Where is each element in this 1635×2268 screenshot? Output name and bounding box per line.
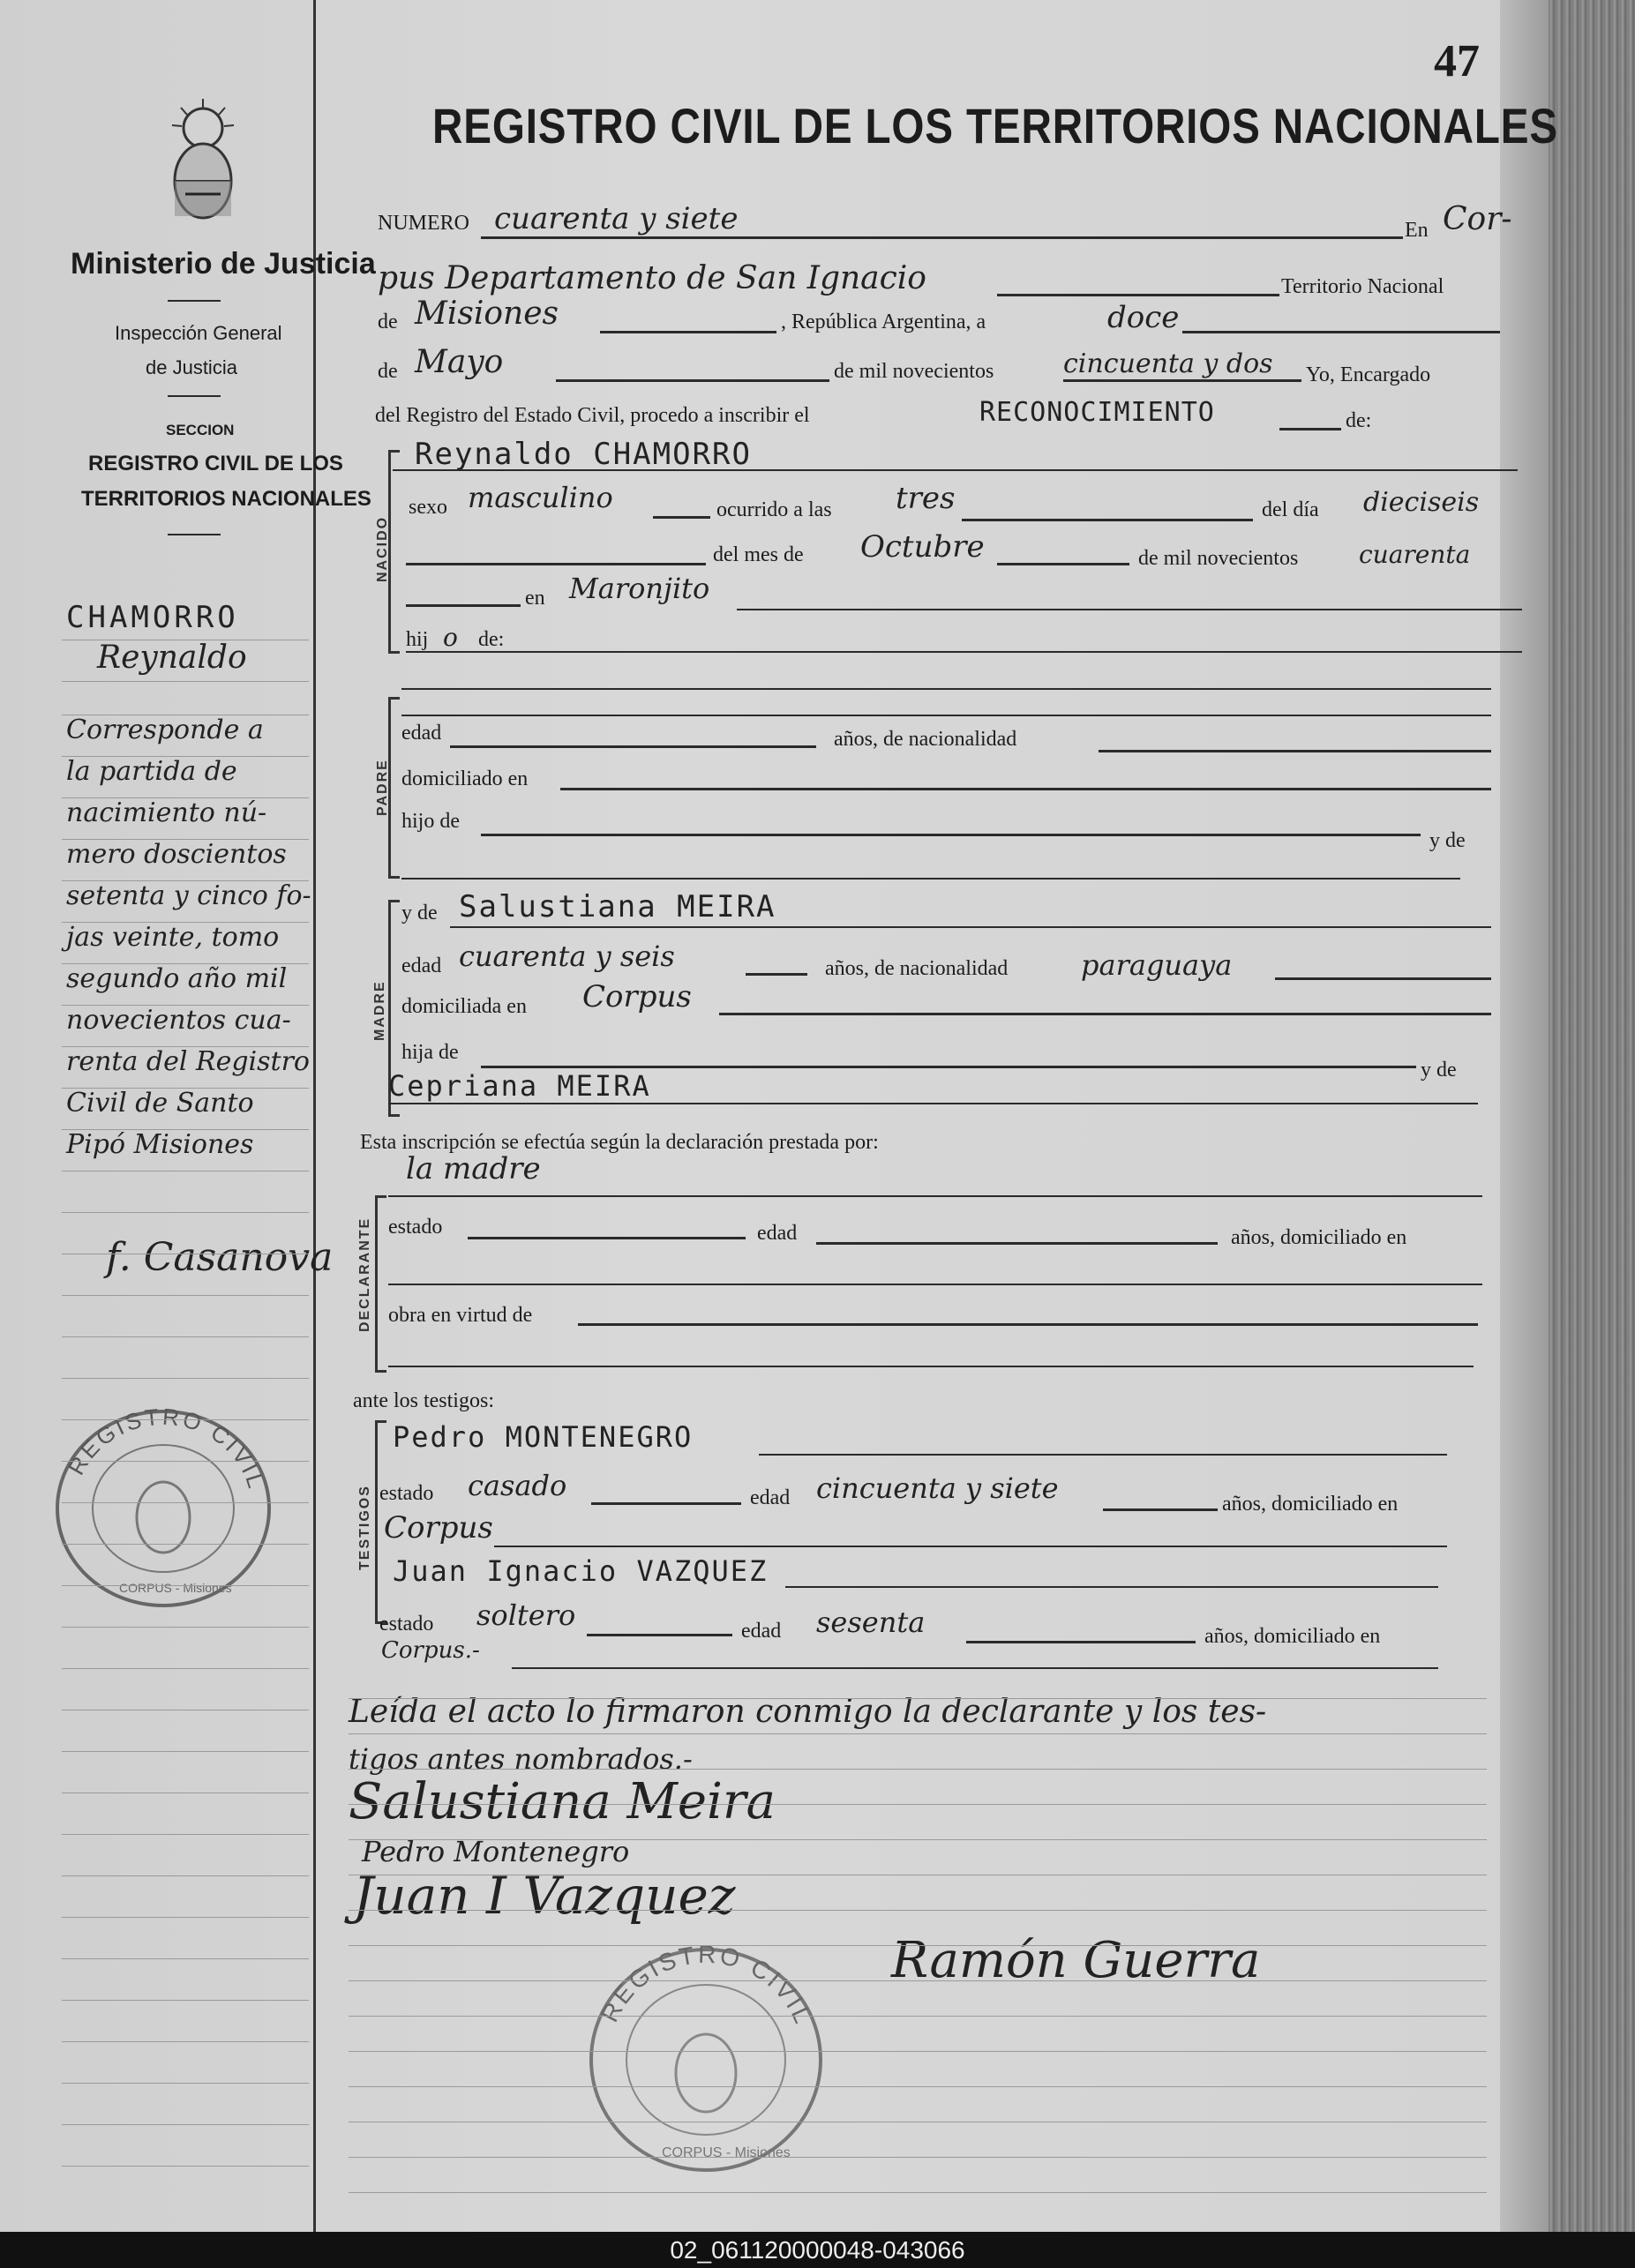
sexo-label: sexo <box>409 496 447 519</box>
testigo1-estado: casado <box>468 1469 567 1502</box>
deldia-label: del día <box>1262 498 1319 521</box>
lugar-value: Maronjito <box>569 572 710 605</box>
signature-testigo2: Juan I Vazquez <box>353 1866 736 1926</box>
testigo2-nombre: Juan Ignacio VAZQUEZ <box>393 1554 769 1588</box>
testigo1-anos-label: años, domiciliado en <box>1222 1493 1399 1516</box>
madre-section-label: MADRE <box>372 980 387 1041</box>
page-title: REGISTRO CIVIL DE LOS TERRITORIOS NACIONALES <box>432 98 1559 153</box>
svg-text:REGISTRO CIVIL <box>63 1403 270 1493</box>
testigo2-edad: sesenta <box>816 1606 926 1639</box>
margin-note-line: novecientos cua- <box>66 1005 291 1036</box>
margin-note-line: segundo año mil <box>66 963 288 994</box>
ocurrido-label: ocurrido a las <box>716 498 832 521</box>
testigo2-edad-label: edad <box>741 1620 782 1643</box>
margin-note-line: Pipó Misiones <box>66 1129 254 1160</box>
numero-value: cuarenta y siete <box>494 201 739 236</box>
abuela-value: Cepriana MEIRA <box>388 1069 651 1103</box>
testigo1-edad: cincuenta y siete <box>816 1471 1059 1505</box>
madre-yde-label: y de <box>401 902 438 924</box>
mil-label: de mil novecientos <box>834 360 994 383</box>
declarante-edad-label: edad <box>757 1222 798 1245</box>
ministry-label: Ministerio de Justicia <box>71 247 376 281</box>
delmes-label: del mes de <box>713 543 804 566</box>
hijo-label: hij <box>406 628 429 651</box>
declarante-estado-label: estado <box>388 1216 443 1239</box>
stamp2-bottom-text: CORPUS - Misiones <box>662 2145 791 2160</box>
nombre-value: Reynaldo CHAMORRO <box>415 437 752 472</box>
de-label: de <box>378 311 398 333</box>
page-stack-edge <box>1500 0 1551 2232</box>
territorio-value: Misiones <box>415 296 559 332</box>
stamp-bottom-text: CORPUS - Misiones <box>119 1581 232 1595</box>
localidad-value: pus Departamento de San Ignacio <box>378 260 926 296</box>
signature-testigo1: Pedro Montenegro <box>362 1835 630 1868</box>
nacido-section-label: NACIDO <box>375 515 390 582</box>
declaracion-label: Esta inscripción se efectúa según la declaración prestada por: <box>360 1131 879 1154</box>
madre-edad-label: edad <box>401 954 442 977</box>
de3-label: de: <box>1346 409 1372 432</box>
page-number: 47 <box>1434 36 1480 86</box>
registry-label-1: REGISTRO CIVIL DE LOS <box>88 452 343 475</box>
dia-nac-value: dieciseis <box>1363 487 1480 518</box>
divider <box>168 300 221 302</box>
madre-anos-label: años, de nacionalidad <box>825 957 1009 980</box>
margin-note-line: renta del Registro <box>66 1046 310 1077</box>
signature-encargado: Ramón Guerra <box>891 1932 1261 1989</box>
margin-note-line: setenta y cinco fo- <box>66 880 311 911</box>
section-label: SECCION <box>166 422 235 438</box>
inspection-label-1: Inspección General <box>115 322 282 344</box>
madre-hija-label: hija de <box>401 1041 459 1064</box>
dia-value: doce <box>1107 300 1180 335</box>
de2-label: de <box>378 360 398 383</box>
registro-label: del Registro del Estado Civil, procedo a inscribir el <box>375 404 810 427</box>
registry-stamp-icon <box>49 1403 278 1614</box>
madre-domicilio-value: Corpus <box>582 979 692 1014</box>
margin-note-line: Corresponde a <box>66 715 264 745</box>
margin-note-line: mero doscientos <box>66 839 287 870</box>
padre-hijo-label: hijo de <box>401 810 460 833</box>
margin-note-line: Civil de Santo <box>66 1088 254 1119</box>
testigos-label: ante los testigos: <box>353 1389 494 1412</box>
hijo-de-label: de: <box>478 628 505 651</box>
testigo2-anos-label: años, domiciliado en <box>1204 1625 1381 1648</box>
margin-note-line: jas veinte, tomo <box>66 922 280 953</box>
madre-yde2-label: y de <box>1421 1059 1457 1082</box>
numero-label: NUMERO <box>378 212 470 235</box>
declarante-section-label: DECLARANTE <box>357 1216 372 1332</box>
margin-firstname: Reynaldo <box>97 640 247 676</box>
testigo1-nombre: Pedro MONTENEGRO <box>393 1420 694 1454</box>
mes-nac-value: Octubre <box>860 529 985 565</box>
stamp2-top-text: REGISTRO CIVIL <box>596 1941 818 2030</box>
mil-nac-label: de mil novecientos <box>1138 547 1299 570</box>
testigo2-dom: Corpus.- <box>381 1637 480 1664</box>
padre-anos-label: años, de nacionalidad <box>834 728 1017 751</box>
padre-section-label: PADRE <box>375 759 390 816</box>
testigo2-estado-label: estado <box>379 1613 434 1636</box>
padre-edad-label: edad <box>401 722 442 745</box>
testigo1-dom: Corpus <box>384 1510 493 1546</box>
margin-signature: f. Casanova <box>106 1235 334 1280</box>
anio-value: cincuenta y dos <box>1063 348 1273 379</box>
en-label: En <box>1405 219 1429 242</box>
leida-line-1: Leída el acto lo firmaron conmigo la declarante y los tes- <box>349 1694 1267 1730</box>
sexo-value: masculino <box>468 481 613 514</box>
margin-note-line: nacimiento nú- <box>66 797 267 828</box>
madre-domicilio-label: domiciliada en <box>401 995 527 1018</box>
margin-note-line: la partida de <box>66 756 237 787</box>
declaracion-value: la madre <box>406 1151 541 1186</box>
declarante-obra-label: obra en virtud de <box>388 1304 533 1327</box>
territorio-label: Territorio Nacional <box>1281 275 1444 298</box>
en-nac-label: en <box>525 587 545 610</box>
republica-label: , República Argentina, a <box>781 311 986 333</box>
hijo-value: o <box>443 623 458 652</box>
margin-surname: CHAMORRO <box>66 600 239 635</box>
stamp-top-text: REGISTRO CIVIL <box>62 1403 271 1493</box>
divider <box>168 395 221 397</box>
padre-domicilio-label: domiciliado en <box>401 767 529 790</box>
coat-of-arms-icon <box>159 97 247 229</box>
yo-label: Yo, Encargado <box>1306 363 1431 386</box>
hora-value: tres <box>896 481 956 516</box>
madre-nombre-value: Salustiana MEIRA <box>459 889 776 924</box>
acto-value: RECONOCIMIENTO <box>979 397 1215 428</box>
en-value: Cor- <box>1443 201 1512 237</box>
anio-nac-value: cuarenta <box>1359 540 1471 569</box>
leida-line-2: tigos antes nombrados.- <box>349 1742 693 1776</box>
madre-nac-value: paraguaya <box>1081 948 1233 982</box>
registry-stamp-2-icon <box>582 1941 829 2179</box>
inspection-label-2: de Justicia <box>146 356 237 378</box>
testigos-section-label: TESTIGOS <box>357 1485 372 1570</box>
mes-value: Mayo <box>415 344 504 380</box>
registry-label-2: TERRITORIOS NACIONALES <box>81 487 371 511</box>
padre-yde-label: y de <box>1429 829 1466 852</box>
testigo1-edad-label: edad <box>750 1486 791 1509</box>
madre-edad-value: cuarenta y seis <box>459 939 675 973</box>
image-id-caption: 02_061120000048-043066 <box>0 2232 1635 2268</box>
ledger-binding-edge <box>1549 0 1635 2232</box>
declarante-anos-label: años, domiciliado en <box>1231 1226 1407 1249</box>
testigo2-estado: soltero <box>476 1598 576 1632</box>
divider <box>168 534 221 535</box>
testigo1-estado-label: estado <box>379 1482 434 1505</box>
signature-madre: Salustiana Meira <box>349 1773 776 1830</box>
